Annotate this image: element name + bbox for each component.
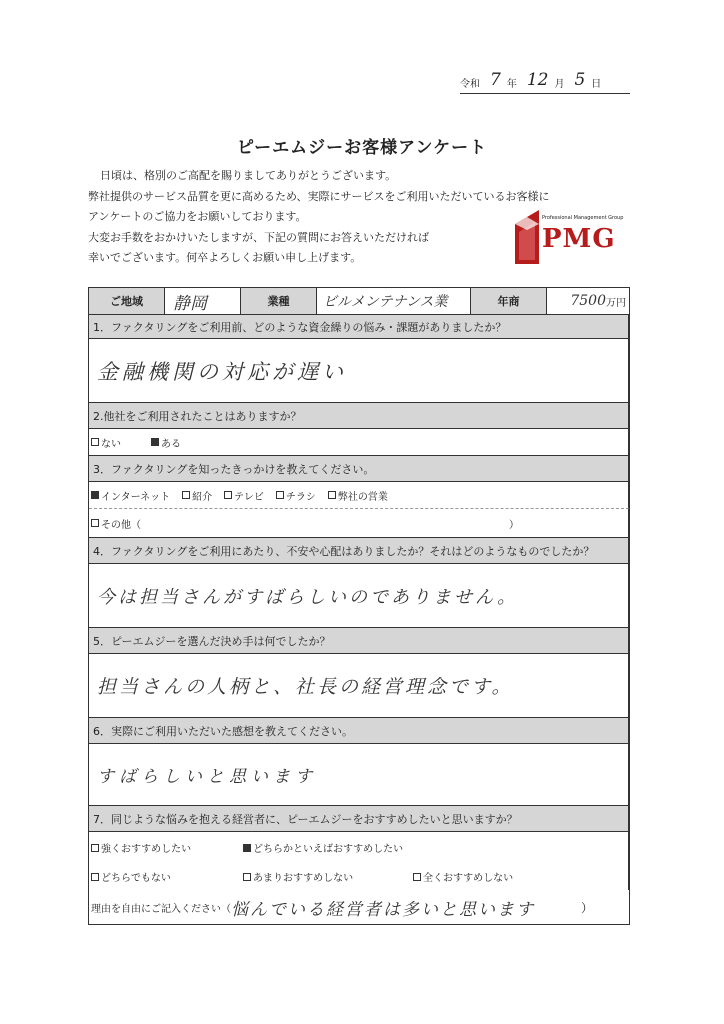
option-label: 強くおすすめしたい — [101, 844, 192, 855]
intro-line: アンケートのご協力をお願いしております。 — [88, 210, 307, 223]
logo-wordmark: PMG — [542, 224, 616, 254]
q5-answer[interactable]: 担当さんの人柄と、社長の経営理念です。 — [89, 654, 629, 718]
q2-options — [89, 429, 629, 456]
reason-close-paren: ） — [581, 900, 594, 915]
checkbox-checked-icon[interactable] — [243, 844, 251, 852]
q7-reason-row — [89, 890, 629, 924]
q3-option-sales[interactable] — [328, 488, 388, 503]
checkbox-icon[interactable] — [91, 844, 99, 852]
q3-question: 3．ファクタリングを知ったきっかけを教えてください。 — [89, 456, 629, 482]
q7-option-not-at-all[interactable] — [413, 869, 513, 884]
revenue-value[interactable]: 7500 — [570, 293, 606, 309]
checkbox-icon[interactable] — [224, 491, 232, 499]
q6-question: 6．実際にご利用いただいた感想を教えてください。 — [89, 718, 629, 744]
option-label: インターネット — [101, 491, 171, 503]
q3-option-other[interactable] — [91, 516, 141, 531]
date-year-unit: 年 — [506, 79, 517, 90]
logo-tagline: Professional Management Group — [542, 215, 624, 221]
q3-options — [89, 482, 629, 509]
checkbox-icon[interactable] — [276, 491, 284, 499]
q1-question: 1．ファクタリングをご利用前、どのような資金繰りの悩み・課題がありましたか？ — [89, 315, 629, 339]
q4-answer[interactable]: 今は担当さんがすばらしいのでありません。 — [89, 564, 629, 628]
q7-option-neutral[interactable] — [91, 869, 231, 884]
revenue-unit: 万円 — [606, 297, 626, 309]
option-label: 全くおすすめしない — [423, 873, 514, 884]
reason-answer[interactable]: 悩んでいる経営者は多いと思います — [231, 899, 535, 920]
option-label: 紹介 — [192, 491, 213, 503]
option-label: その他（ — [101, 519, 141, 531]
checkbox-checked-icon[interactable] — [91, 491, 99, 499]
option-label: あまりおすすめしない — [253, 873, 354, 884]
q7-options-row2 — [89, 863, 629, 890]
q3-option-tv[interactable] — [224, 488, 264, 503]
option-label: テレビ — [234, 491, 264, 503]
date-day-unit: 日 — [591, 79, 602, 90]
intro-line: 大変お手数をおかけいたしますが、下記の質問にお答えいただければ — [88, 230, 429, 244]
date-year: 7 — [490, 70, 501, 90]
other-close-paren: ） — [509, 519, 519, 531]
q3-option-referral[interactable] — [182, 488, 212, 503]
q2-option-yes[interactable] — [151, 435, 181, 450]
revenue-label: 年商 — [471, 288, 547, 314]
industry-value[interactable]: ビルメンテナンス業 — [317, 288, 471, 314]
date-month-unit: 月 — [554, 79, 565, 90]
option-label: どちらでもない — [101, 873, 171, 884]
q5-question: 5．ピーエムジーを選んだ決め手は何でしたか？ — [89, 628, 629, 654]
q6-answer[interactable]: すばらしいと思います — [89, 744, 629, 806]
q2-question: 2.他社をご利用されたことはありますか？ — [89, 403, 629, 429]
page-title: ピーエムジーお客様アンケート — [236, 138, 488, 158]
region-label: ご地域 — [89, 288, 165, 314]
q7-options-row1 — [89, 832, 629, 863]
q3-option-flyer[interactable] — [276, 488, 316, 503]
checkbox-icon[interactable] — [243, 873, 251, 881]
q3-option-internet[interactable] — [91, 488, 170, 503]
q7-question: 7．同じような悩みを抱える経営者に、ピーエムジーをおすすめしたいと思いますか？ — [89, 806, 629, 832]
header-row — [89, 288, 629, 315]
reason-label: 理由を自由にご記入ください（ — [91, 903, 231, 915]
checkbox-checked-icon[interactable] — [151, 438, 159, 446]
checkbox-icon[interactable] — [182, 491, 190, 499]
date-day: 5 — [574, 70, 586, 90]
intro-text — [88, 166, 558, 269]
option-label: ない — [101, 438, 121, 450]
date-month: 12 — [526, 70, 549, 90]
q3-other-row — [89, 509, 629, 538]
survey-form — [88, 287, 630, 925]
revenue-cell — [547, 288, 629, 314]
checkbox-icon[interactable] — [328, 491, 336, 499]
intro-line: 日頃は、格別のご高配を賜りましてありがとうございます。 — [100, 169, 397, 182]
q7-option-strongly[interactable] — [91, 840, 231, 855]
option-label: チラシ — [285, 491, 316, 503]
region-value[interactable]: 静岡 — [165, 288, 241, 314]
q2-option-no[interactable] — [91, 435, 121, 450]
q7-option-not-really[interactable] — [243, 869, 401, 884]
checkbox-icon[interactable] — [91, 873, 99, 881]
option-label: どちらかといえばおすすめしたい — [253, 844, 404, 855]
checkbox-icon[interactable] — [413, 873, 421, 881]
checkbox-icon[interactable] — [91, 519, 99, 527]
option-label: 弊社の営業 — [337, 491, 388, 503]
q7-option-somewhat[interactable] — [243, 840, 403, 855]
checkbox-icon[interactable] — [91, 438, 99, 446]
q1-answer[interactable]: 金融機関の対応が遅い — [89, 339, 629, 403]
survey-date — [460, 70, 630, 94]
intro-line: 弊社提供のサービス品質を更に高めるため、実際にサービスをご利用いただいているお客様に — [88, 189, 550, 203]
intro-line: 幸いでございます。何卒よろしくお願い申し上げます。 — [88, 251, 362, 264]
industry-label: 業種 — [241, 288, 317, 314]
option-label: ある — [161, 438, 181, 450]
date-era: 令和 — [460, 79, 480, 90]
q4-question: 4．ファクタリングをご利用にあたり、不安や心配はありましたか？それはどのようなものでしたか？ — [89, 538, 629, 564]
